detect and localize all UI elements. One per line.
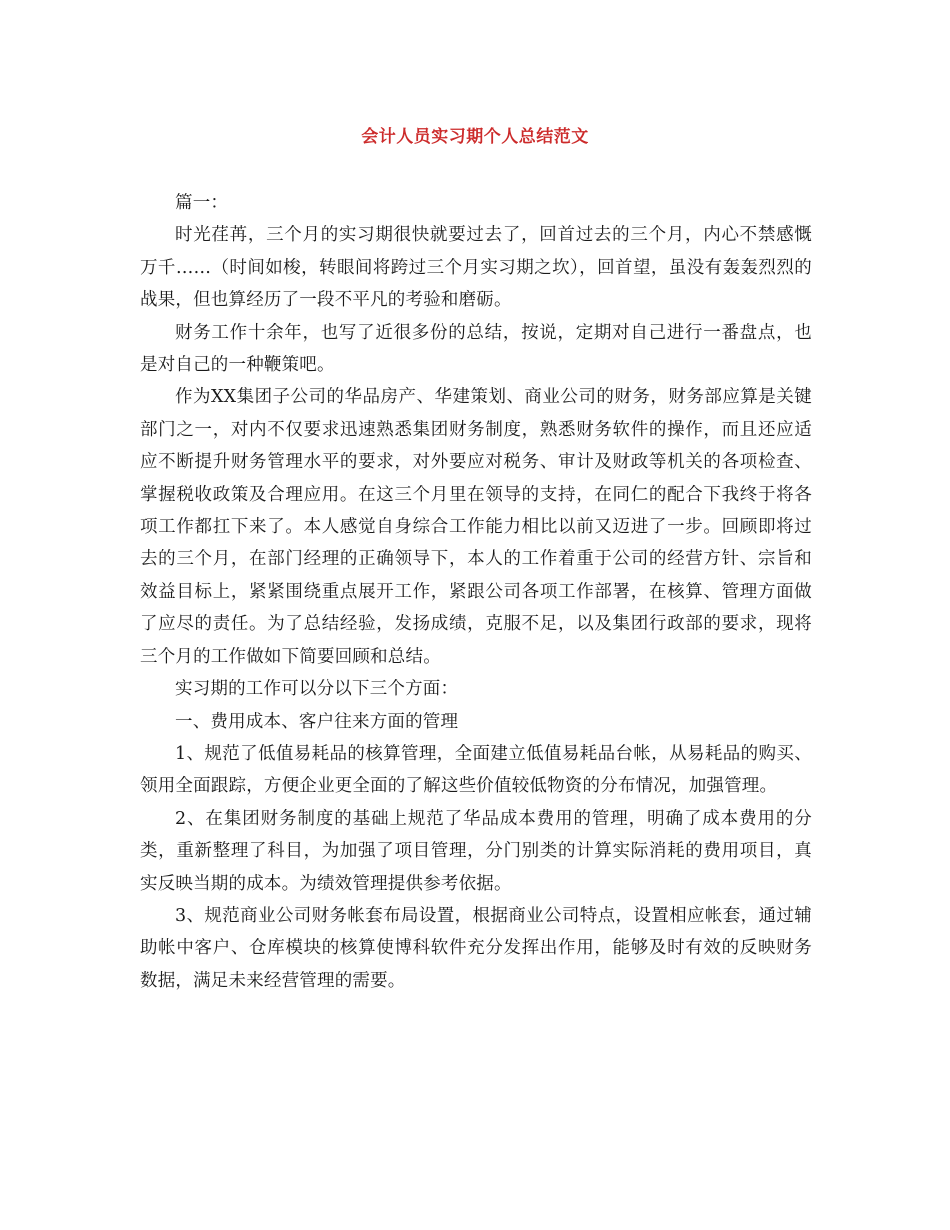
list-item: 3、规范商业公司财务帐套布局设置，根据商业公司特点，设置相应帐套，通过辅助帐中客户、仓库模块的核算使博科软件充分发挥出作用，能够及时有效的反映财务数据，满足未来经营管理的需要。 [140, 905, 812, 991]
paragraph: 作为XX集团子公司的华品房产、华建策划、商业公司的财务，财务部应算是关键部门之一，对内不仅要求迅速熟悉集团财务制度，熟悉财务软件的操作，而且还应适应不断提升财务管理水平的要求，对外要应对税务、审计及财政等机关的各项检查、掌握税收政策及合理应用。在这三个月里在领导的支持，在同仁的配合下我终于将各项工作都扛下来了。本人感觉自身综合工作能力相比以前又迈进了一步。回顾即将过去的三个月，在部门经理的正确领导下，本人的工作着重于公司的经营方针、宗旨和效益目标上，紧紧围绕重点展开工作，紧跟公司各项工作部署，在核算、管理方面做了应尽的责任。为了总结经验，发扬成绩，克服不足，以及集团行政部的要求，现将三个月的工作做如下简要回顾和总结。 [140, 387, 812, 667]
paragraph: 实习期的工作可以分以下三个方面： [175, 679, 459, 700]
paragraph: 财务工作十余年，也写了近很多份的总结，按说，定期对自己进行一番盘点，也是对自己的一种鞭策吧。 [140, 322, 812, 376]
section-heading: 一、费用成本、客户往来方面的管理 [175, 711, 459, 732]
list-item: 2、在集团财务制度的基础上规范了华品成本费用的管理，明确了成本费用的分类，重新整理了科目，为加强了项目管理，分门别类的计算实际消耗的费用项目，真实反映当期的成本。为绩效管理提供参考依据。 [140, 808, 812, 894]
document-title: 会计人员实习期个人总结范文 [361, 127, 589, 147]
section-label: 篇一： [175, 193, 229, 213]
paragraph: 时光荏苒，三个月的实习期很快就要过去了，回首过去的三个月，内心不禁感慨万千……（时间如梭，转眼间将跨过三个月实习期之坎），回首望，虽没有轰轰烈烈的战果，但也算经历了一段不平凡的考验和磨砺。 [140, 225, 812, 311]
document-body [140, 187, 812, 997]
list-item: 1、规范了低值易耗品的核算管理，全面建立低值易耗品台帐，从易耗品的购买、领用全面跟踪，方便企业更全面的了解这些价值较低物资的分布情况，加强管理。 [140, 743, 812, 797]
